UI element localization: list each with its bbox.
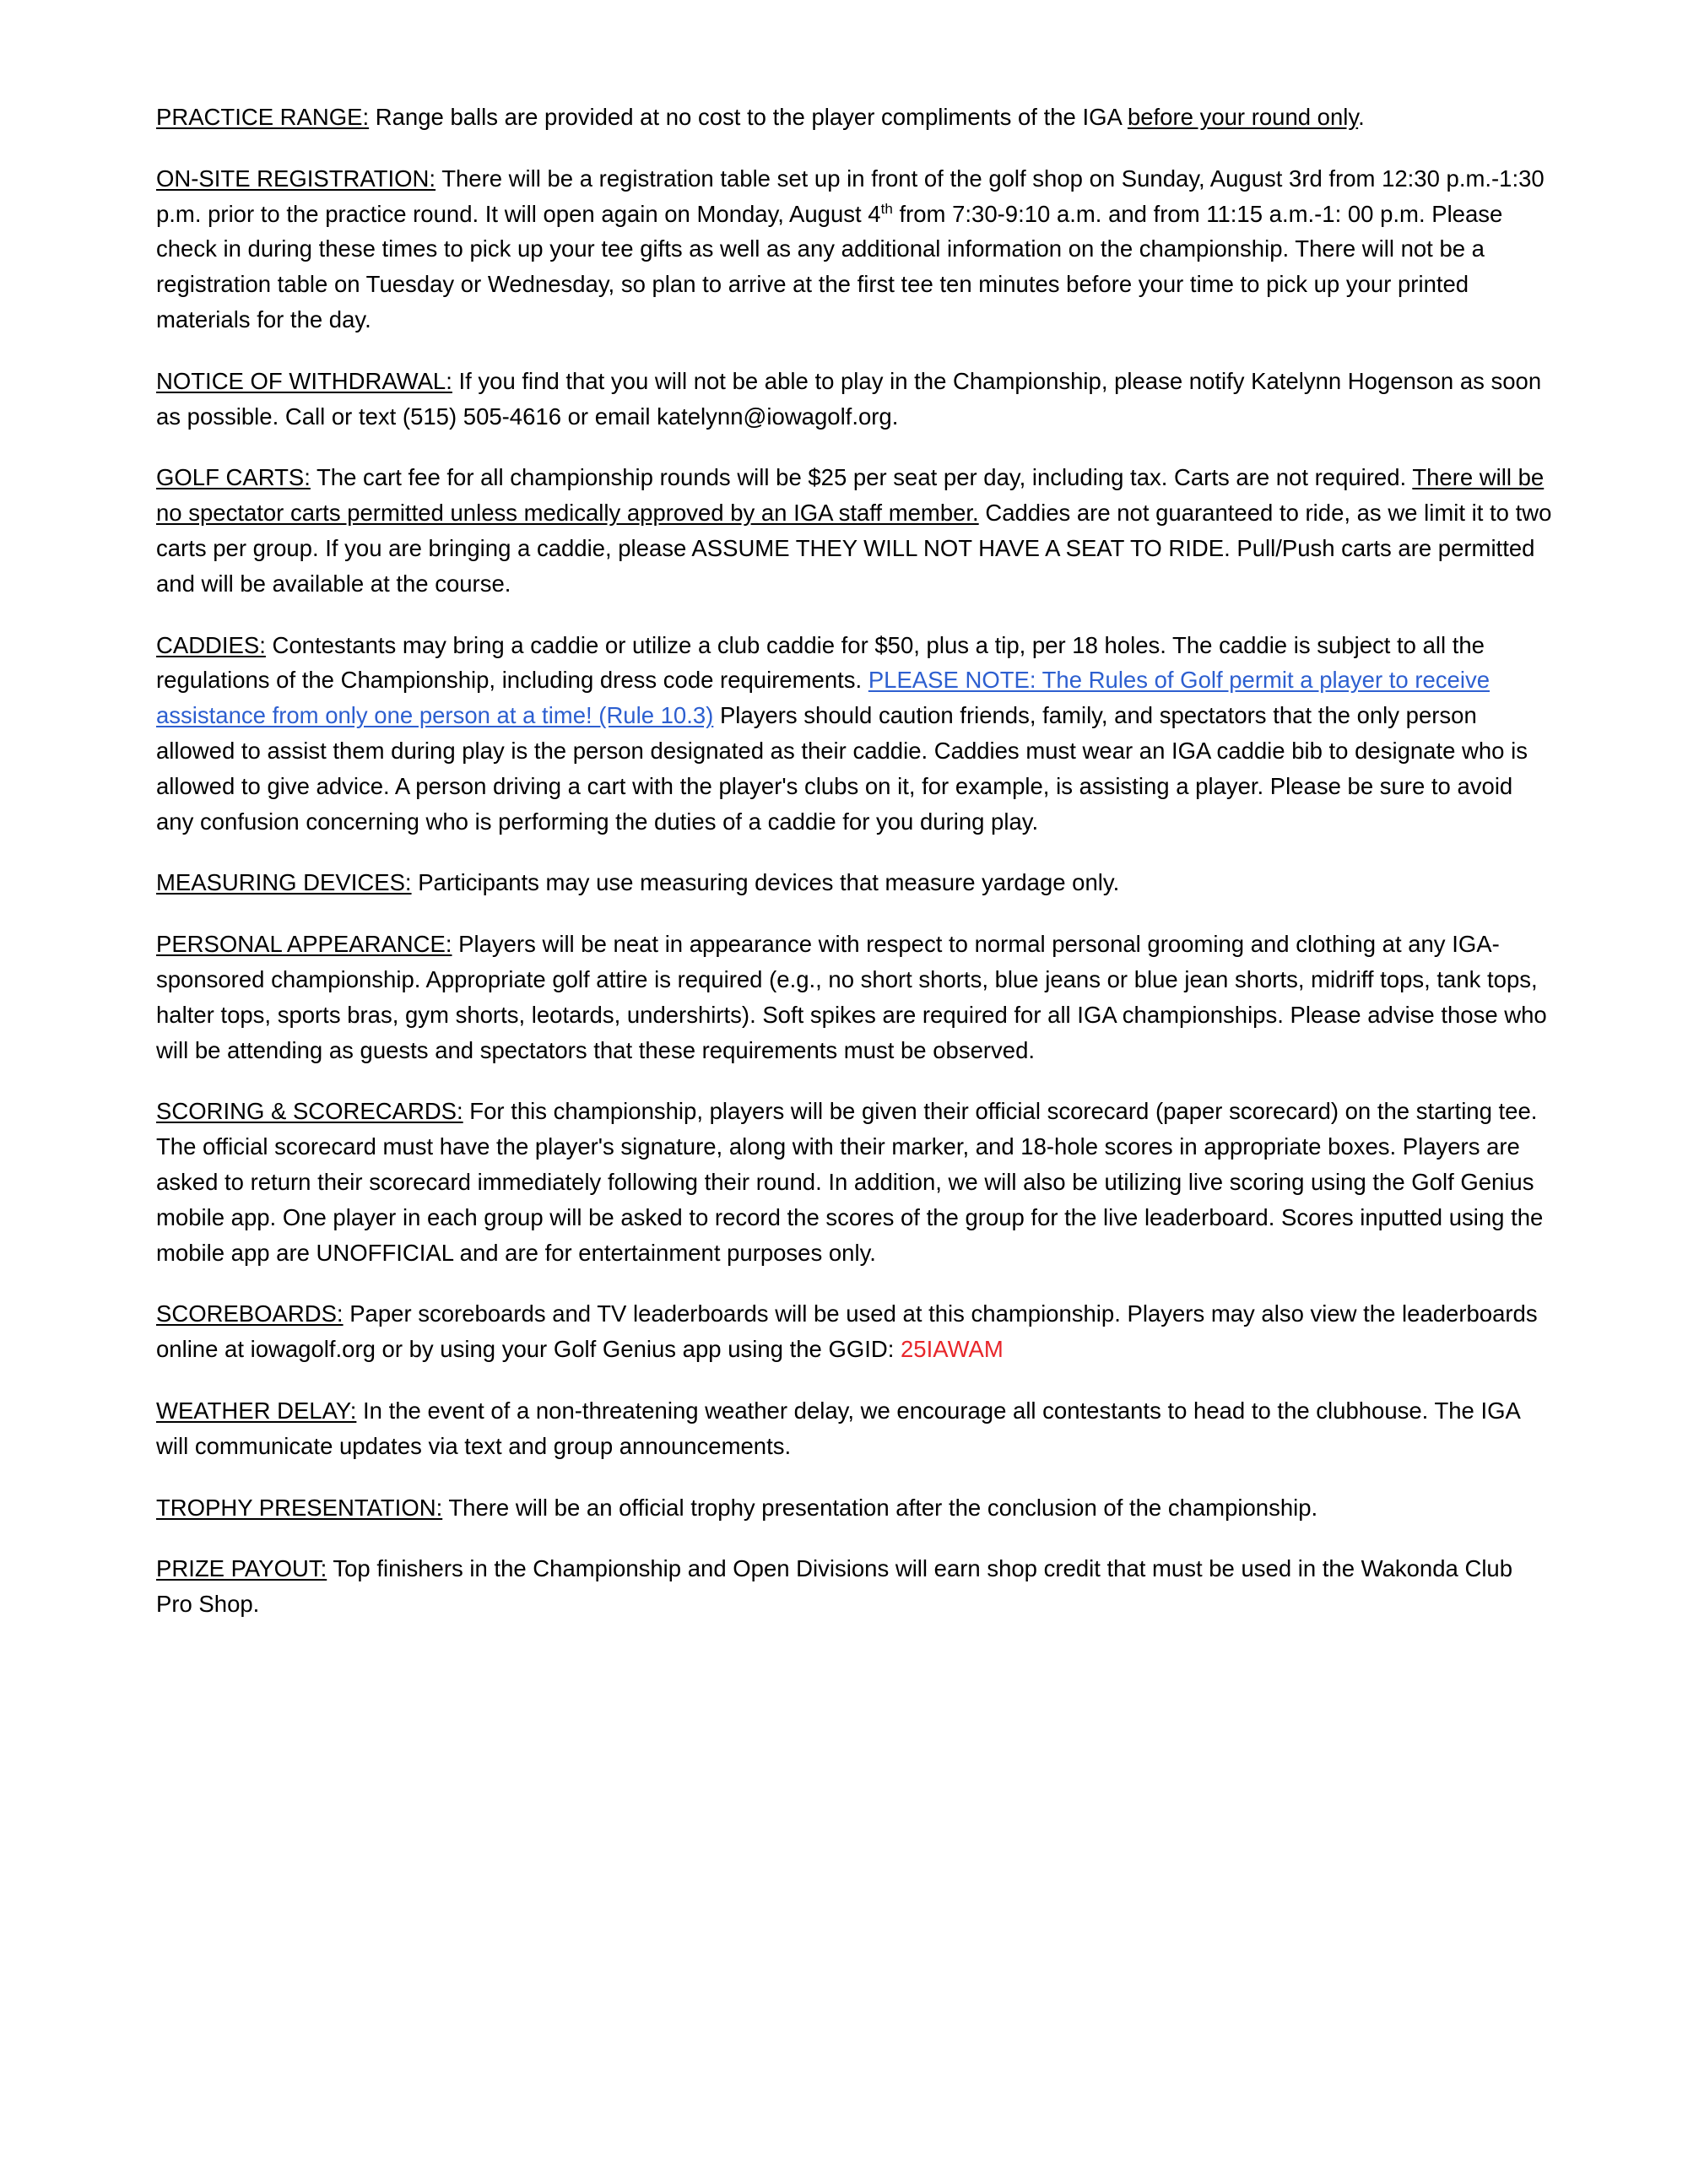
paragraph-personal-appearance [156,927,1553,1068]
paragraph-text-practice-range-2: . [1358,104,1365,130]
paragraph-text-caddies-2: Players should caution friends, family, and spectators that the only person allowed to assist them during play is the person designated as their caddie. Caddies must wear an IGA caddie bib to designate who is allowed to give advice. A person driving a cart with the player's clubs on it, for example, is assisting a player. Please be sure to avoid any confusion concerning who is performing the duties of a caddie for you during play. [156,702,1528,835]
paragraph-text-personal-appearance-1: Players will be neat in appearance with respect to normal personal grooming and clothing at any IGA-sponsored championship. Appropriate golf attire is required (e.g., no short shorts, blue jeans or blue jean shorts, midriff tops, tank tops, halter tops, sports bras, gym shorts, leotards, undershirts). Soft spikes are required for all IGA championships. Please advise those who will be attending as guests and spectators that these requirements must be observed. [156,931,1547,1063]
section-label-on-site-registration: ON-SITE REGISTRATION: [156,165,436,192]
paragraph-scoring-scorecards [156,1094,1553,1270]
paragraph-prize-payout [156,1551,1553,1622]
paragraph-text-caddies-1: Contestants may bring a caddie or utilize a club caddie for $50, plus a tip, per 18 holes. The caddie is subject to all the regulations of the Championship, including dress code requirements. [156,631,1485,694]
section-label-practice-range: PRACTICE RANGE: [156,104,370,130]
paragraph-text-prize-payout-1: Top finishers in the Championship and Open Divisions will earn shop credit that must be used in the Wakonda Club Pro Shop. [156,1555,1513,1618]
paragraph-text-trophy-1: There will be an official trophy presentation after the conclusion of the championship. [442,1494,1318,1521]
paragraph-trophy-presentation [156,1490,1553,1526]
section-label-measuring-devices: MEASURING DEVICES: [156,869,412,896]
paragraph-text-scoring-1: For this championship, players will be given their official scorecard (paper scorecard) on the starting tee. The official scorecard must have the player's signature, along with their marker, and 18-hole scores in appropriate boxes. Players are asked to return their scorecard immediately following their round. In addition, we will also be utilizing live scoring using the Golf Genius mobile app. One player in each group will be asked to record the scores of the group for the live leaderboard. Scores inputted using the mobile app are UNOFFICIAL and are for entertainment purposes only. [156,1098,1544,1266]
section-label-scoring-scorecards: SCORING & SCORECARDS: [156,1098,463,1125]
paragraph-caddies [156,628,1553,840]
paragraph-weather-delay [156,1393,1553,1464]
paragraph-text-registration-1: There will be a registration table set up in front of the golf shop on Sunday, August 3rd from 12:30 p.m.-1:30 p.m. prior to the practice round. It will open again on Monday, August 4 [156,165,1545,227]
paragraph-text-weather-delay-1: In the event of a non-threatening weather delay, we encourage all contestants to head to the clubhouse. The IGA will communicate updates via text and group announcements. [156,1397,1520,1459]
emphasis-before-your-round-only: before your round only [1127,104,1359,130]
paragraph-measuring-devices [156,865,1553,900]
section-label-prize-payout: PRIZE PAYOUT: [156,1555,327,1582]
section-label-weather-delay: WEATHER DELAY: [156,1397,357,1424]
paragraph-text-golf-carts-2: Caddies are not guaranteed to ride, as we limit it to two carts per group. If you are bringing a caddie, please ASSUME THEY WILL NOT HAVE A SEAT TO RIDE. Pull/Push carts are permitted and will be available at the course. [156,500,1552,597]
paragraph-text-scoreboards-1: Paper scoreboards and TV leaderboards will be used at this championship. Players may also view the leaderboards online at iowagolf.org or by using your Golf Genius app using the GGID: [156,1300,1538,1363]
ordinal-suffix-th: th [880,200,893,217]
ggid-value: 25IAWAM [901,1336,1004,1363]
section-label-caddies: CADDIES: [156,631,266,658]
rules-of-golf-link[interactable]: PLEASE NOTE: The Rules of Golf permit a player to receive assistance from only one person at a time! (Rule 10.3) [156,667,1491,729]
paragraph-scoreboards [156,1296,1553,1367]
section-label-trophy-presentation: TROPHY PRESENTATION: [156,1494,443,1521]
section-label-scoreboards: SCOREBOARDS: [156,1300,344,1327]
paragraph-text-withdrawal-1: If you find that you will not be able to play in the Championship, please notify Katelynn Hogenson as soon as possible. Call or text (515) 505-4616 or email katelynn@iowagolf.org. [156,367,1542,430]
paragraph-golf-carts [156,460,1553,601]
paragraph-notice-of-withdrawal [156,364,1553,435]
section-label-golf-carts: GOLF CARTS: [156,464,311,491]
paragraph-on-site-registration [156,161,1553,338]
document-body [156,100,1553,1622]
paragraph-text-practice-range-1: Range balls are provided at no cost to the player compliments of the IGA [369,104,1128,130]
emphasis-no-spectator-carts: There will be no spectator carts permitted unless medically approved by an IGA staff member. [156,464,1545,527]
section-label-notice-of-withdrawal: NOTICE OF WITHDRAWAL: [156,367,452,394]
paragraph-text-registration-2: from 7:30-9:10 a.m. and from 11:15 a.m.-1: 00 p.m. Please check in during these times to pick up your tee gifts as well as any additional information on the championship. There will not be a registration table on Tuesday or Wednesday, so plan to arrive at the first tee ten minutes before your time to pick up your printed materials for the day. [156,200,1503,332]
paragraph-text-measuring-devices-1: Participants may use measuring devices that measure yardage only. [411,869,1120,896]
paragraph-text-golf-carts-1: The cart fee for all championship rounds will be $25 per seat per day, including tax. Carts are not required. [310,464,1413,491]
section-label-personal-appearance: PERSONAL APPEARANCE: [156,931,452,958]
paragraph-practice-range [156,100,1553,135]
